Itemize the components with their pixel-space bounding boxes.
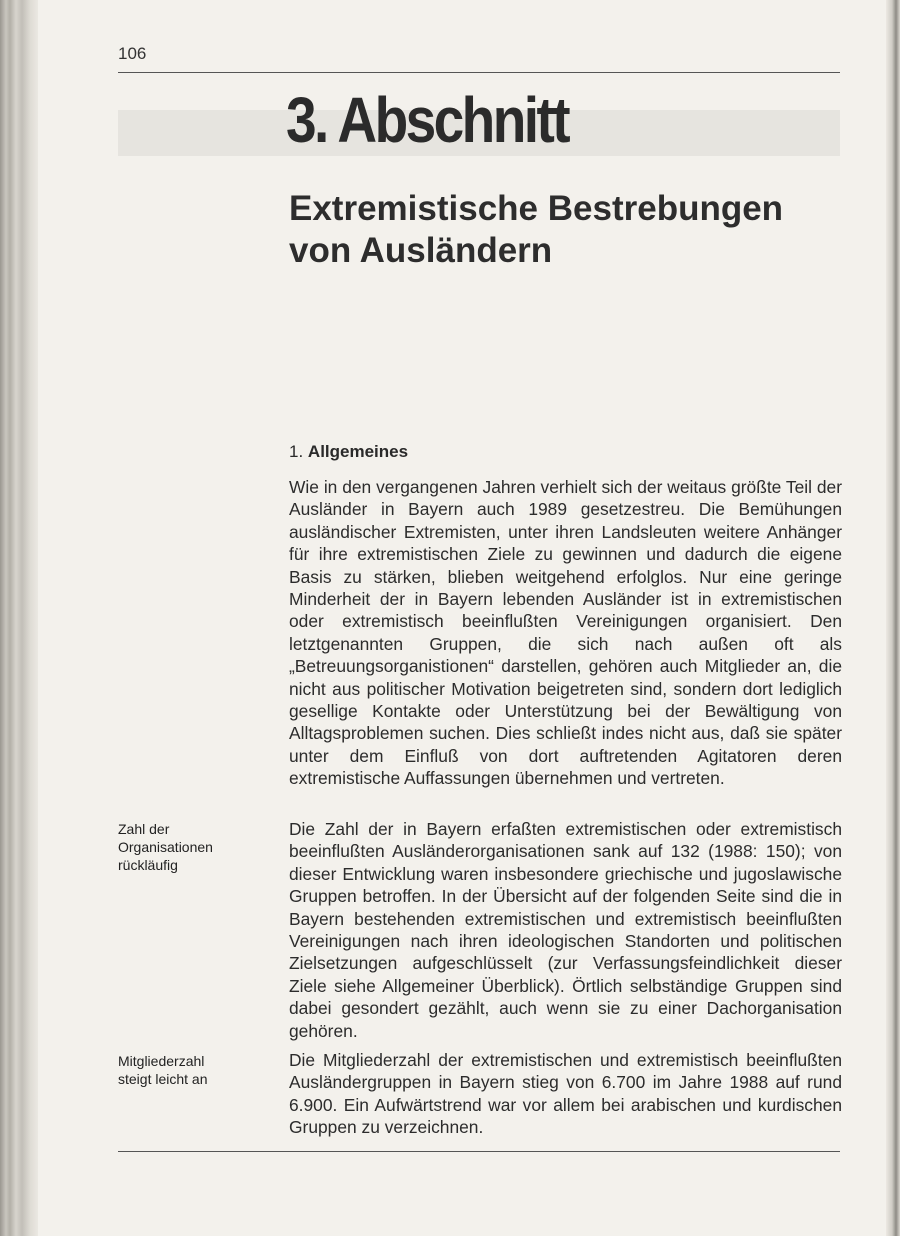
subsection-number: 1.: [289, 442, 304, 461]
margin-note-line: rückläufig: [118, 857, 178, 873]
top-rule: [118, 72, 840, 73]
paragraph-general: Wie in den vergangenen Jahren verhielt sich der weitaus größte Teil der Ausländer in Bayern auch 1989 gesetzestreu. Die Bemühungen ausländischer Extremisten, unter ihren Landsleuten weitere Anhänger für ihre extremistischen Ziele zu gewinnen und dadurch die eigene Basis zu stärken, blieben weitgehend erfolglos. Nur eine geringe Minderheit der in Bayern lebenden Ausländer ist in extremistischen oder extremistisch beeinflußten Vereinigungen organisiert. Den letztgenannten Gruppen, die sich nach außen oft als „Betreuungsorganistionen“ darstellen, gehören auch Mitglieder an, die nicht aus politischer Motivation beigetreten sind, sondern dort lediglich gesellige Kontakte oder Unterstützung bei der Bewältigung von Alltagsproblemen suchen. Dies schließt indes nicht aus, daß sie später unter dem Einfluß von dort auftretenden Agitatoren deren extremistische Auffassungen übernehmen und vertreten.: [289, 477, 842, 789]
book-spine-shadow: [0, 0, 38, 1236]
page-number: 106: [118, 44, 147, 63]
bottom-rule: [118, 1151, 840, 1152]
page-edge-shadow: [886, 0, 900, 1236]
margin-note-line: Organisationen: [118, 839, 213, 855]
margin-note-line: Zahl der: [118, 821, 170, 837]
margin-note-members: [118, 1052, 278, 1088]
chapter-title-line1: Extremistische Bestrebungen: [289, 189, 784, 228]
section-title: 3. Abschnitt: [286, 84, 568, 156]
margin-note-organisations: [118, 820, 278, 874]
chapter-title: [289, 188, 849, 272]
margin-note-line: Mitgliederzahl: [118, 1053, 205, 1069]
paragraph-organisations: Die Zahl der in Bayern erfaßten extremistischen oder extremistisch beeinflußten Ausländerorganisationen sank auf 132 (1988: 150); von dieser Entwicklung waren insbesondere griechische und jugoslawische Gruppen betroffen. In der Übersicht auf der folgenden Seite sind die in Bayern bestehenden extremistischen und extremistisch beeinflußten Vereinigungen nach ihren ideologischen Standorten und politischen Zielsetzungen aufgeschlüsselt (zur Verfassungsfeindlichkeit dieser Ziele siehe Allgemeiner Überblick). Örtlich selbständige Gruppen sind dabei gesondert gezählt, auch wenn sie zu einer Dachorganisation gehören.: [289, 819, 842, 1041]
subsection-label: Allgemeines: [307, 442, 409, 461]
subsection-heading: [289, 442, 408, 462]
paragraph-members: Die Mitgliederzahl der extremistischen und extremistisch beeinflußten Ausländergruppen in Bayern stieg von 6.700 im Jahre 1988 auf rund 6.900. Ein Aufwärtstrend war vor allem bei arabischen und kurdischen Gruppen zu verzeichnen.: [289, 1050, 842, 1138]
chapter-title-line2: von Ausländern: [289, 231, 553, 270]
margin-note-line: steigt leicht an: [118, 1071, 208, 1087]
